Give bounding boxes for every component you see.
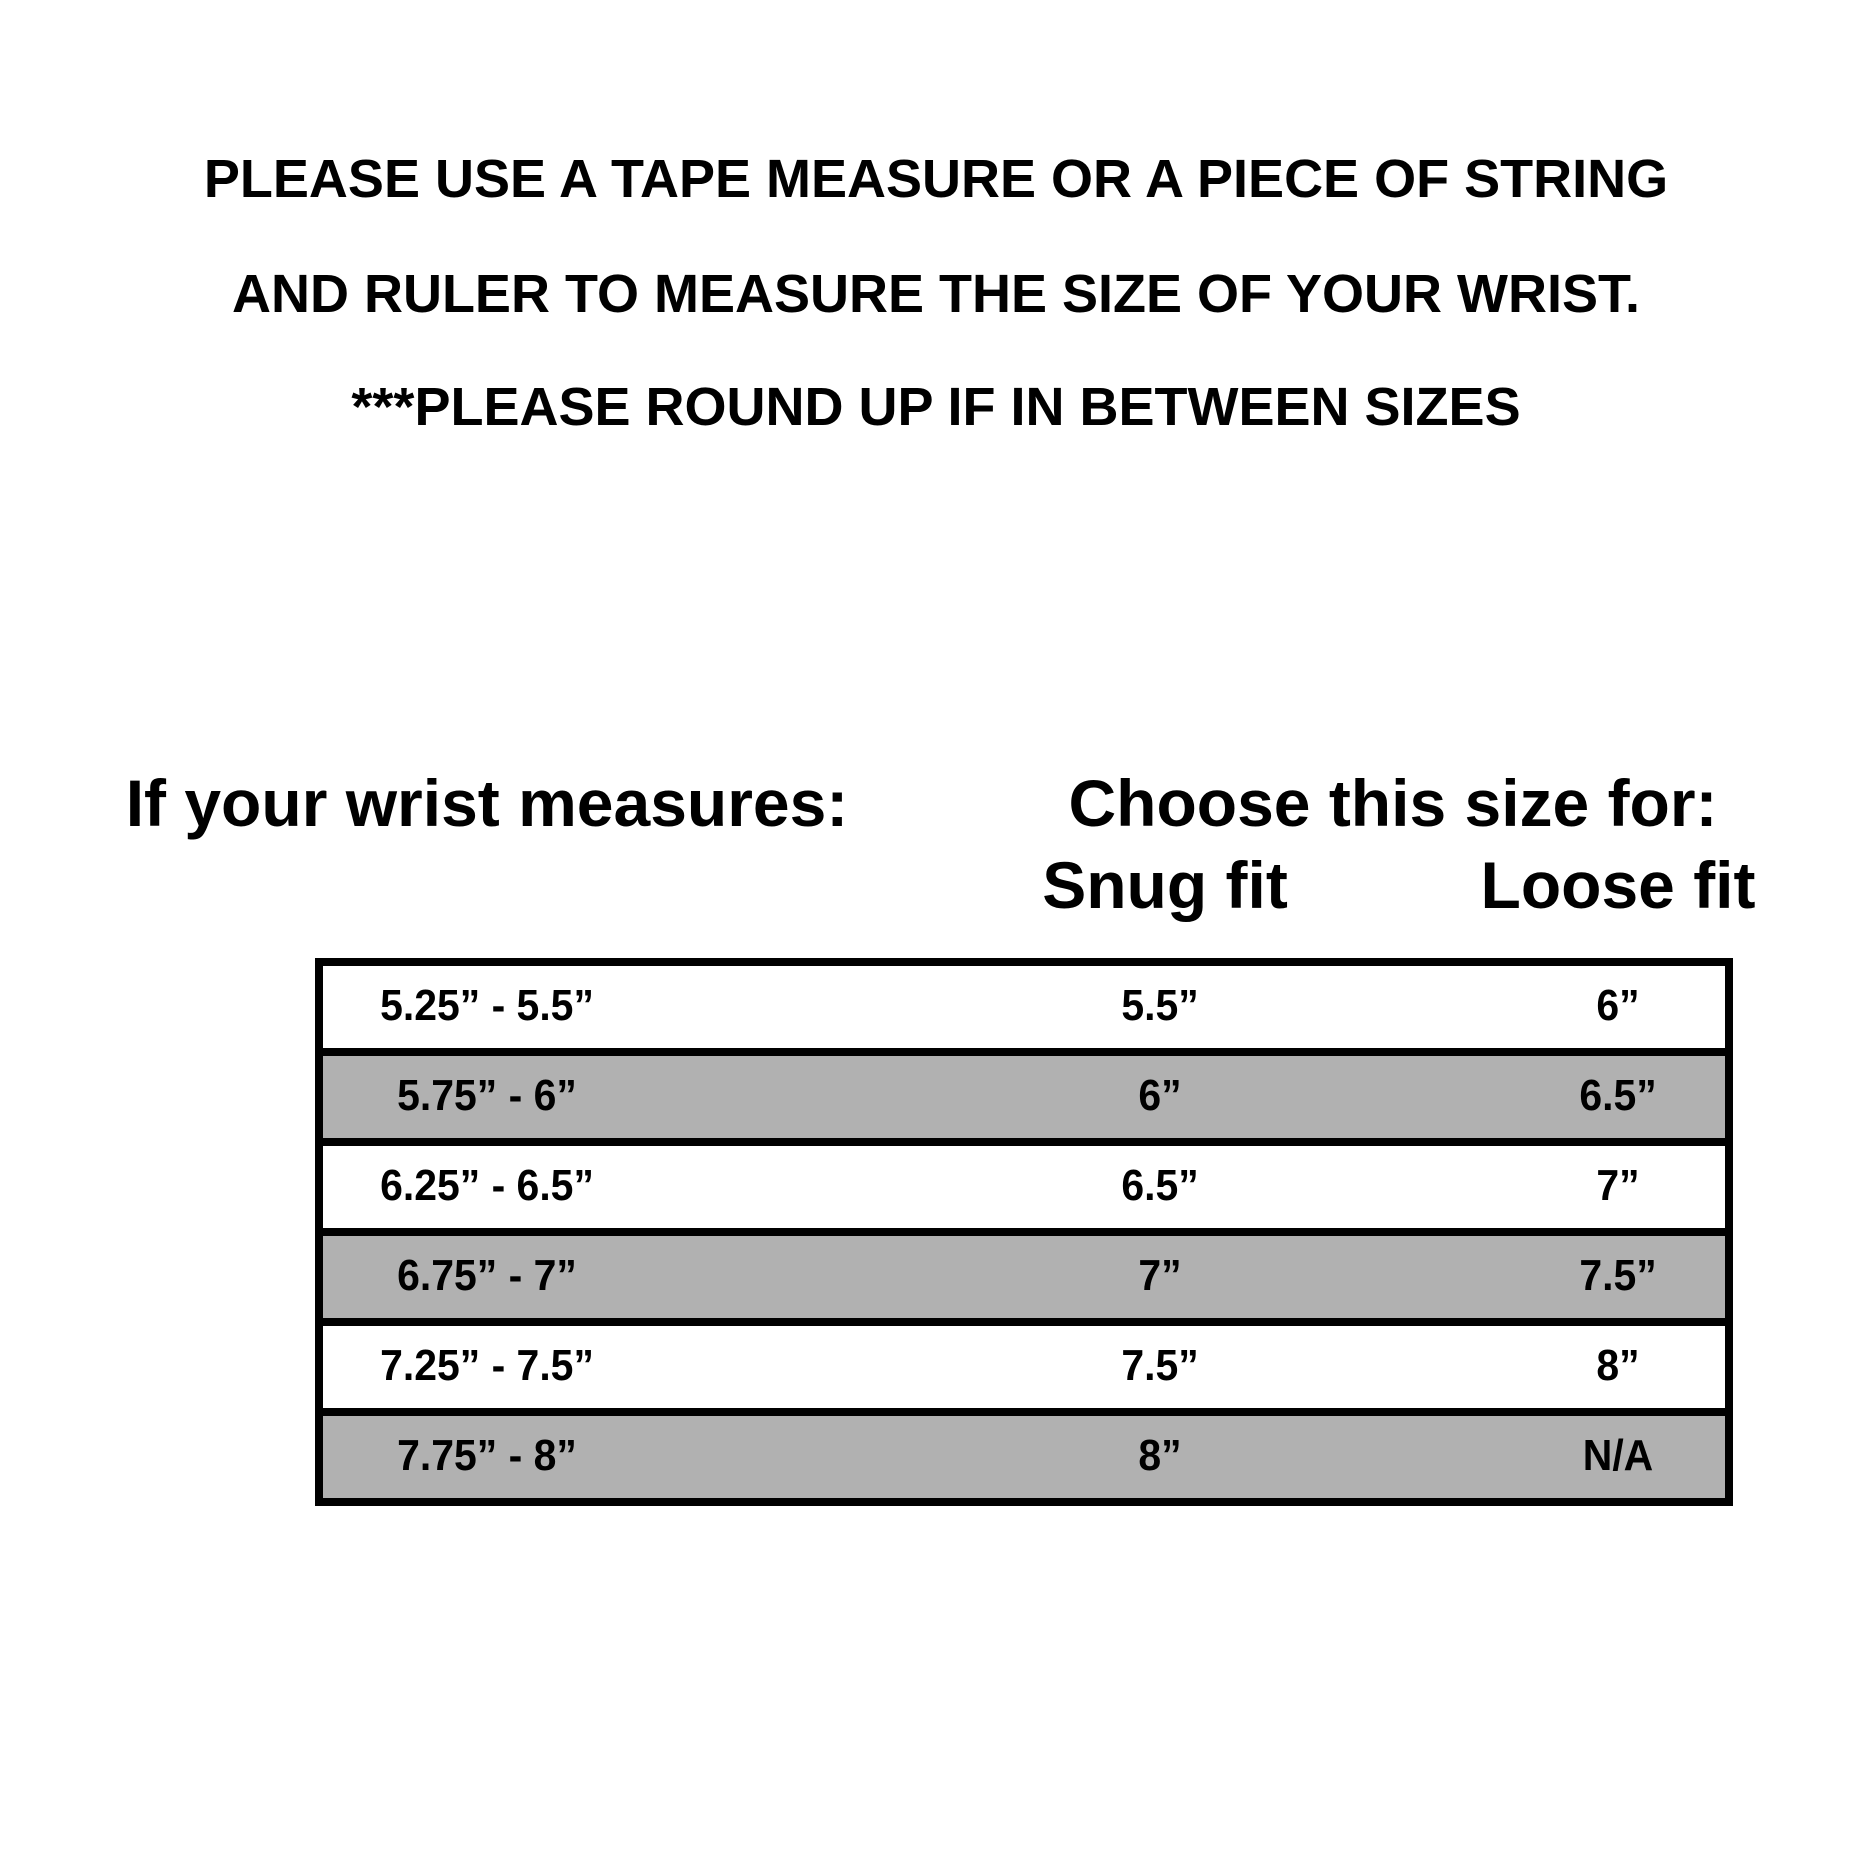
loose-size-cell: 6.5” [1579, 1071, 1657, 1121]
wrist-measures-header: If your wrist measures: [125, 766, 849, 840]
snug-size-cell: 5.5” [1121, 981, 1199, 1031]
wrist-range-cell: 5.25” - 5.5” [380, 981, 594, 1031]
snug-size-cell: 6.5” [1121, 1161, 1199, 1211]
wrist-range-cell: 7.25” - 7.5” [380, 1341, 594, 1391]
table-row [323, 966, 1725, 1056]
loose-size-cell: 7” [1596, 1161, 1640, 1211]
wrist-range-cell: 7.75” - 8” [397, 1431, 577, 1481]
snug-size-cell: 7” [1138, 1251, 1182, 1301]
loose-size-cell: 8” [1596, 1341, 1640, 1391]
wrist-range-cell: 6.75” - 7” [397, 1251, 577, 1301]
snug-size-cell: 8” [1138, 1431, 1182, 1481]
loose-fit-column-header: Loose fit [1480, 848, 1756, 922]
size-chart-table [315, 958, 1733, 1506]
table-row [323, 1236, 1725, 1326]
loose-size-cell: 7.5” [1579, 1251, 1657, 1301]
table-row [323, 1416, 1725, 1498]
loose-size-cell: 6” [1596, 981, 1640, 1031]
choose-size-header: Choose this size for: [1068, 766, 1718, 840]
table-row [323, 1326, 1725, 1416]
snug-size-cell: 6” [1138, 1071, 1182, 1121]
snug-fit-column-header: Snug fit [1042, 848, 1288, 922]
instruction-line-1: PLEASE USE A TAPE MEASURE OR A PIECE OF STRING [203, 149, 1669, 209]
instruction-line-2: AND RULER TO MEASURE THE SIZE OF YOUR WRIST. [231, 264, 1641, 324]
wrist-range-cell: 5.75” - 6” [397, 1071, 577, 1121]
table-row [323, 1146, 1725, 1236]
loose-size-cell: N/A [1582, 1431, 1654, 1481]
snug-size-cell: 7.5” [1121, 1341, 1199, 1391]
instruction-line-3: ***PLEASE ROUND UP IF IN BETWEEN SIZES [351, 377, 1521, 437]
table-row [323, 1056, 1725, 1146]
wrist-range-cell: 6.25” - 6.5” [380, 1161, 594, 1211]
